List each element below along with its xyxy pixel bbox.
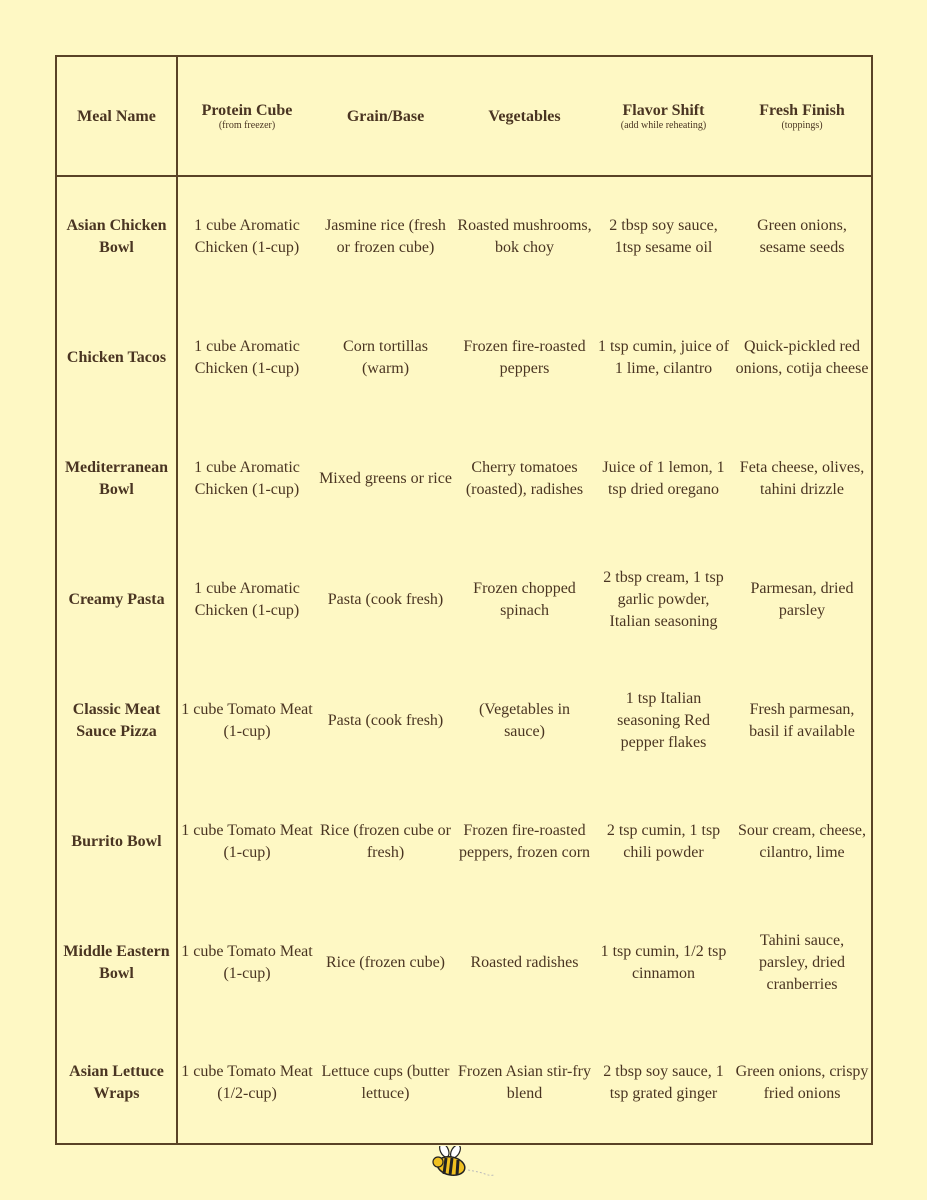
column-header	[56, 56, 177, 176]
bee-icon	[430, 1146, 500, 1182]
table-cell: 1 tsp cumin, juice of 1 lime, cilantro	[597, 337, 730, 377]
table-cell: 2 tbsp soy sauce, 1tsp sesame oil	[609, 217, 718, 256]
table-cell: Fresh parmesan, basil if available	[749, 700, 855, 740]
header-title: Flavor Shift	[622, 101, 705, 119]
table-cell: Cherry tomatoes (roasted), radishes	[465, 458, 584, 498]
table-row	[56, 902, 872, 1023]
table-cell: Frozen fire-roasted peppers	[463, 337, 586, 377]
header-subtitle: (add while reheating)	[620, 119, 707, 131]
column-header	[594, 56, 733, 176]
table-cell: 2 tsp cumin, 1 tsp chili powder	[606, 821, 721, 861]
table-cell: Frozen fire-roasted peppers, frozen corn	[458, 821, 591, 861]
header-title: Vegetables	[488, 107, 561, 125]
table-cell: Tahini sauce, parsley, dried cranberries	[758, 931, 846, 993]
table-cell: Sour cream, cheese, cilantro, lime	[738, 821, 866, 861]
table-cell: 1 cube Aromatic Chicken (1-cup)	[194, 458, 300, 498]
table-row	[56, 176, 872, 297]
table-cell: 2 tbsp soy sauce, 1 tsp grated ginger	[603, 1063, 724, 1102]
table-row	[56, 539, 872, 660]
table-cell: 2 tbsp cream, 1 tsp garlic powder, Italian seasoning	[603, 568, 724, 630]
column-header	[177, 56, 316, 176]
table-row	[56, 781, 872, 902]
table-cell: Rice (frozen cube or fresh)	[319, 821, 452, 861]
table-cell: Jasmine rice (fresh or frozen cube)	[325, 217, 446, 256]
table-cell: Lettuce cups (butter lettuce)	[321, 1063, 450, 1102]
meal-name-cell: Classic Meat Sauce Pizza	[56, 660, 177, 781]
table-cell: Pasta (cook fresh)	[327, 590, 444, 608]
table-cell: 1 cube Tomato Meat (1-cup)	[181, 821, 313, 861]
table-cell: Quick-pickled red onions, cotija cheese	[735, 337, 869, 377]
header-title: Protein Cube	[201, 101, 293, 119]
table-cell: (Vegetables in sauce)	[478, 700, 571, 740]
table-cell: Mixed greens or rice	[319, 469, 452, 487]
meal-name-cell: Burrito Bowl	[56, 781, 177, 902]
header-title: Grain/Base	[346, 107, 425, 125]
table-cell: 1 tsp cumin, 1/2 tsp cinnamon	[600, 942, 727, 982]
table-cell: Parmesan, dried parsley	[750, 579, 854, 619]
table-cell: 1 cube Tomato Meat (1-cup)	[181, 700, 313, 740]
table-cell: 1 cube Tomato Meat (1/2-cup)	[181, 1063, 313, 1102]
meal-name-cell: Mediterranean Bowl	[56, 418, 177, 539]
table-cell: Rice (frozen cube)	[325, 953, 446, 971]
table-cell: Feta cheese, olives, tahini drizzle	[739, 458, 865, 498]
header-title: Fresh Finish	[759, 101, 845, 119]
meal-name-cell: Creamy Pasta	[56, 539, 177, 660]
header-subtitle: (toppings)	[781, 119, 823, 131]
meal-name-cell: Asian Lettuce Wraps	[56, 1023, 177, 1144]
meal-name-cell: Asian Chicken Bowl	[56, 176, 177, 297]
meal-name-cell: Middle Eastern Bowl	[56, 902, 177, 1023]
table-cell: Pasta (cook fresh)	[327, 711, 444, 729]
meal-name-cell: Chicken Tacos	[56, 297, 177, 418]
column-header	[733, 56, 872, 176]
table-row	[56, 660, 872, 781]
table-cell: Roasted radishes	[470, 953, 579, 971]
header-title: Meal Name	[77, 107, 156, 125]
table-cell: 1 tsp Italian seasoning Red pepper flakes	[617, 689, 710, 751]
table-cell: 1 cube Aromatic Chicken (1-cup)	[194, 337, 300, 377]
header-row	[56, 56, 872, 176]
table-cell: Green onions, sesame seeds	[757, 217, 847, 256]
table-cell: Corn tortillas (warm)	[343, 337, 428, 377]
table-cell: Juice of 1 lemon, 1 tsp dried oregano	[602, 458, 725, 498]
meal-table	[55, 55, 873, 1145]
table-cell: 1 cube Aromatic Chicken (1-cup)	[194, 579, 300, 619]
table-row	[56, 297, 872, 418]
table-row	[56, 1023, 872, 1144]
table-cell: Frozen chopped spinach	[473, 579, 576, 619]
table-cell: 1 cube Aromatic Chicken (1-cup)	[194, 217, 300, 256]
table-cell: Frozen Asian stir-fry blend	[458, 1063, 591, 1102]
table-row	[56, 418, 872, 539]
column-header	[455, 56, 594, 176]
table-cell: Roasted mushrooms, bok choy	[457, 217, 592, 256]
table-cell: Green onions, crispy fried onions	[735, 1063, 869, 1102]
column-header	[316, 56, 455, 176]
header-subtitle: (from freezer)	[218, 119, 276, 131]
table-cell: 1 cube Tomato Meat (1-cup)	[181, 942, 313, 982]
